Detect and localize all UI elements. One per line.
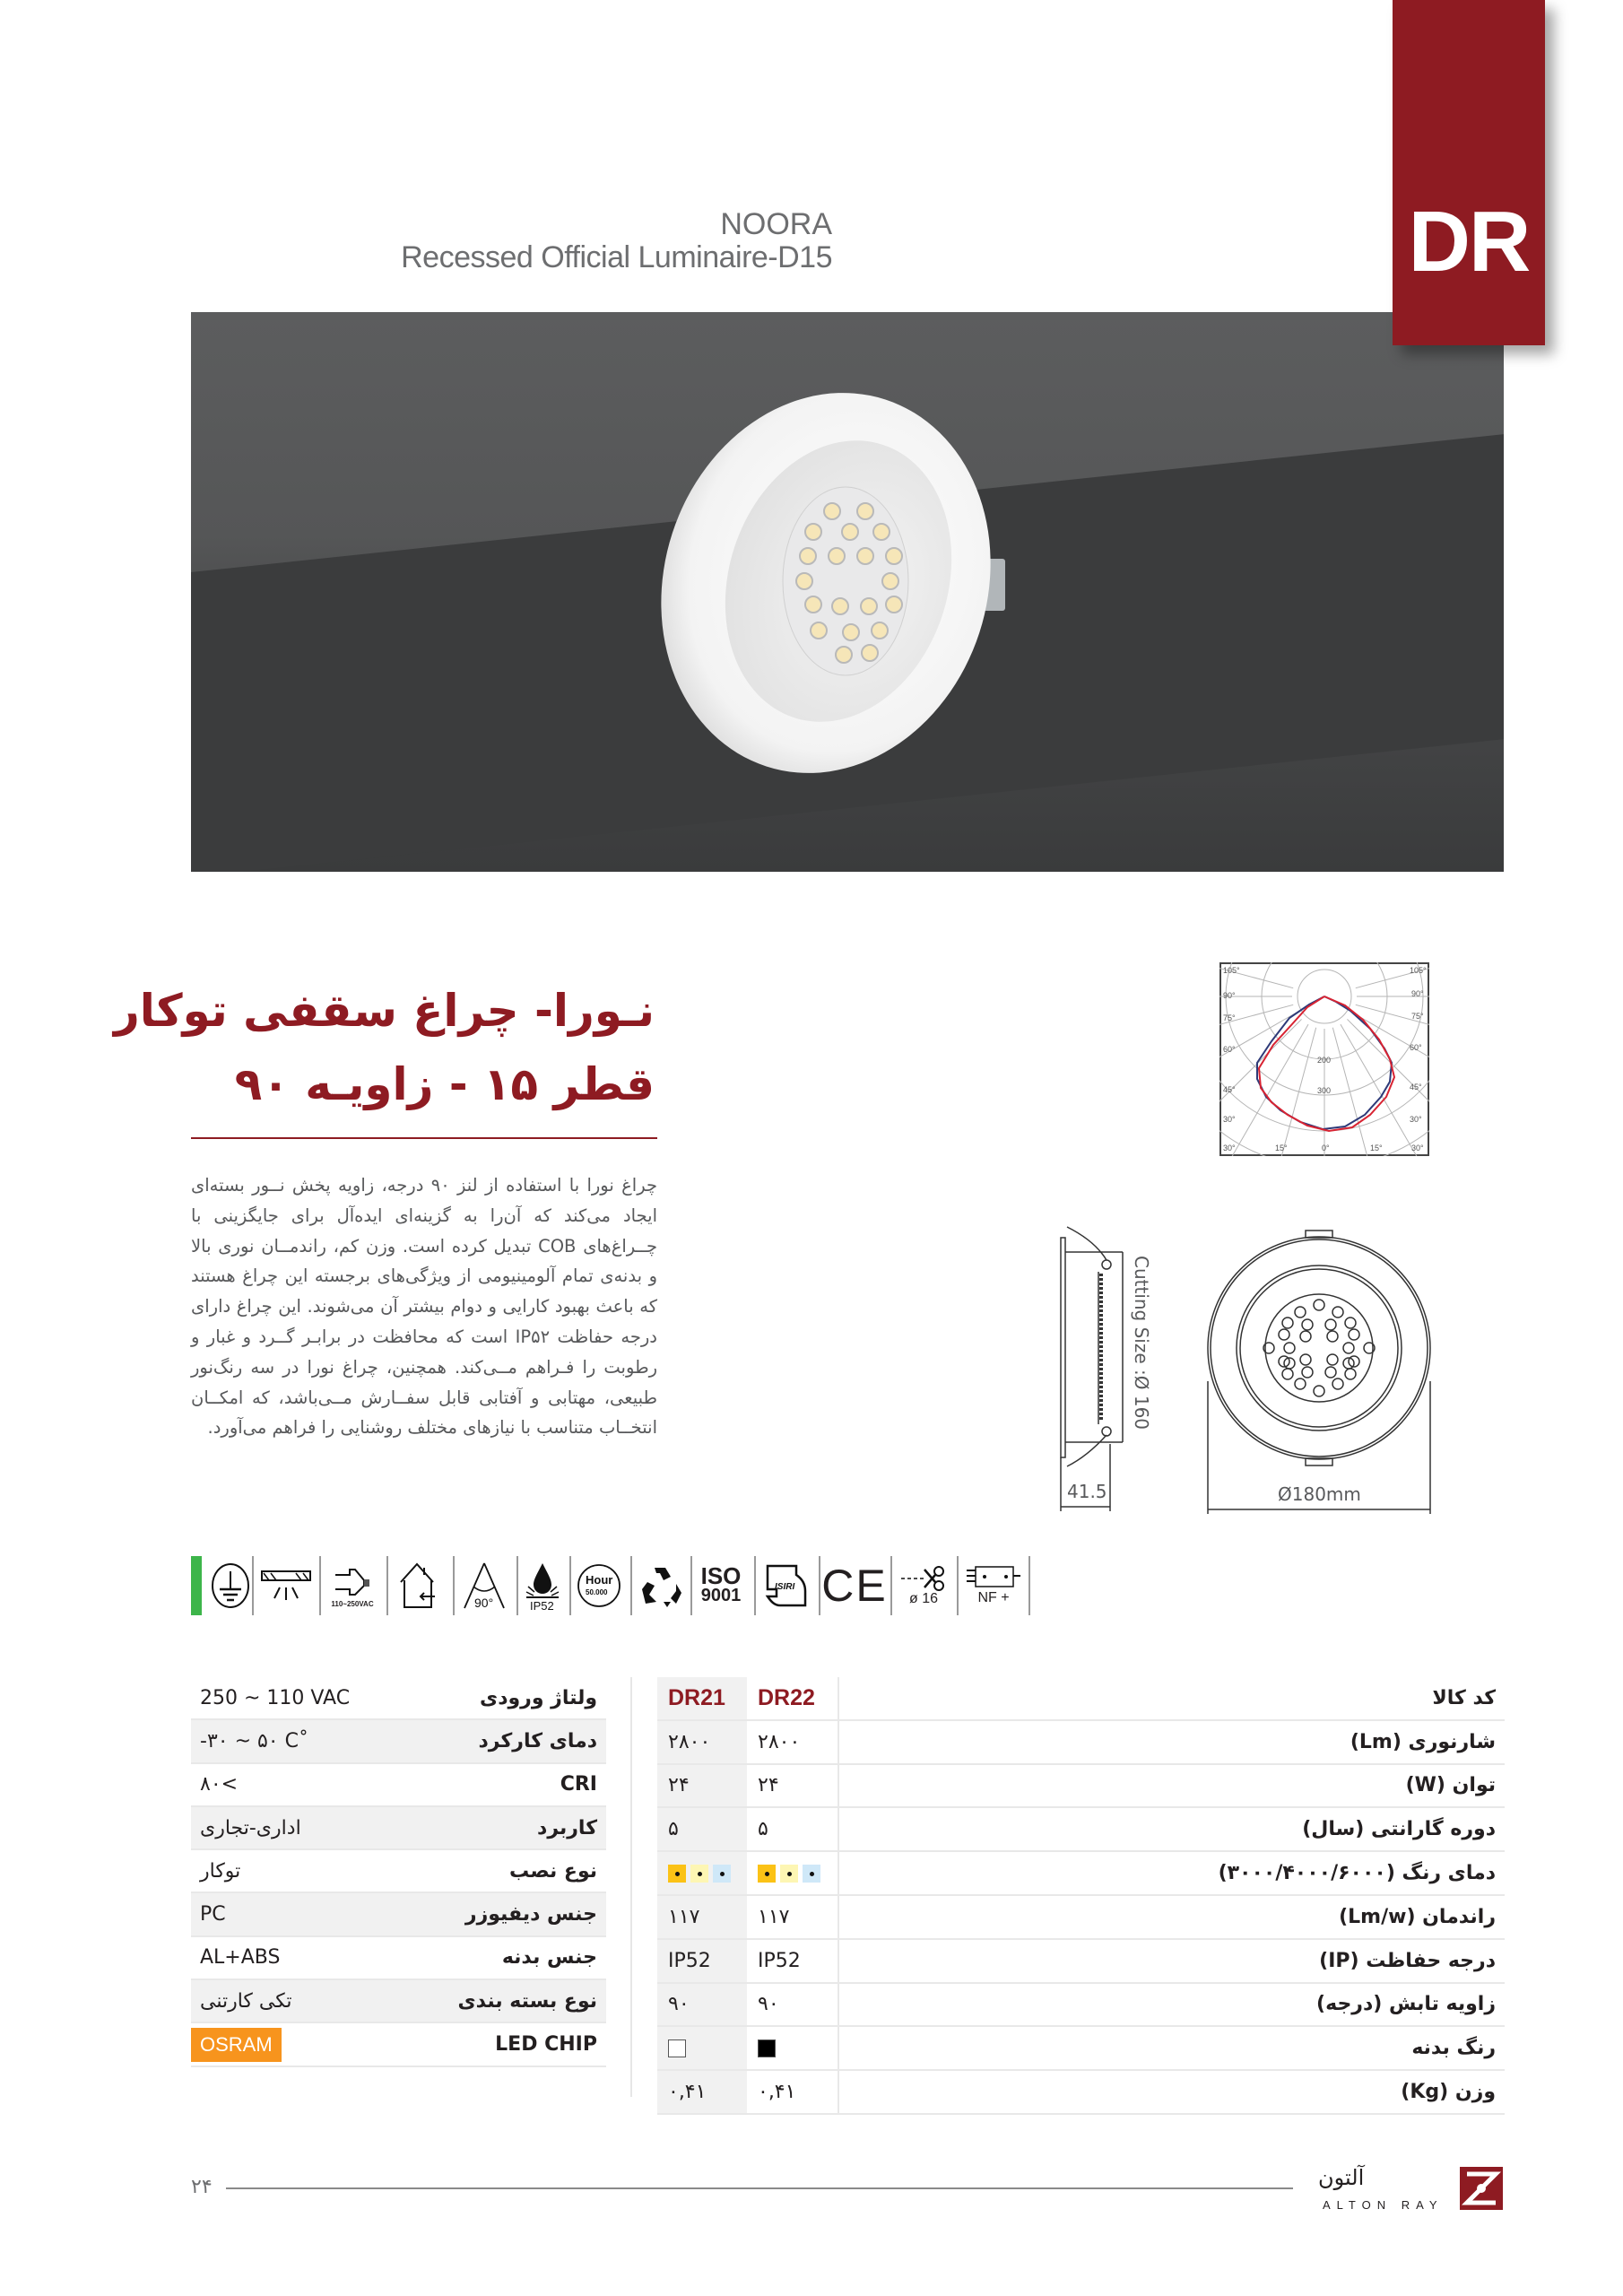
spec-value [191,1763,405,1806]
model-header-row [657,1677,1505,1720]
spec-value-text: ۱۱۷ [668,1905,700,1928]
product-description: چراغ نورا با استفاده از لنز ۹۰ درجه، زاویه پخش نــور بسته‌ای ایجاد می‌کند که آن‌را به گزینه‌ای ایده‌آل برای جایگزینی با چــراغ‌های COB تبدیل کرده است. وزن کم، راندمــان نوری بالا و بدنه‌ی تمام آلومینیومی از ویژگی‌های برجسته این چراغ هستند که باعث بهبود کارایی و دوام بیشتر آن می‌شوند. این چراغ دارای درجه حفاظت IP۵۲ است که محافظت در برابـر گــرد و غبار و رطوبت را فـراهم مــی‌کند. همچنین، چراغ نورا در سه رنگ‌نور طبیعی، مهتابی و آفتابی قابل سفــارش مــی‌باشد، که امکــان انتخــاب متناسب با نیازهای مختلف روشنایی را فراهم می‌آورد. [191,1175,658,1439]
led-outline [1345,1318,1356,1328]
spec-value [191,1936,405,1979]
plug-icon [324,1556,381,1615]
model-spec-table [657,1677,1505,2115]
spec-key: درجه حفاظت (IP) [838,1939,1505,1983]
spec-row [657,1939,1505,1983]
spec-key: دمای کارکرد [405,1719,606,1762]
polar-label-left: 75° [1223,1013,1236,1022]
table-divider [630,1677,632,2097]
spec-key: دوره گارانتی (سال) [838,1807,1505,1851]
spec-value-text: ۲۴ [668,1774,690,1797]
polar-label-bottom: 30° [1411,1144,1424,1152]
spec-key: وزن (Kg) [838,2070,1505,2114]
model-1-value [657,1983,747,2027]
model-1-value [657,2026,747,2070]
beam-angle-icon [456,1556,512,1615]
brand-logo-text-fa: آلتون [1318,2165,1365,2190]
polar-ring-label: 200 [1317,1056,1332,1065]
category-badge-text: DR [1408,194,1530,290]
beam-angle-label: 90° [474,1596,494,1610]
product-photo [191,312,1504,872]
spec-value-text: ۹۰ [758,1993,779,2016]
polar-label-right: 75° [1411,1012,1424,1021]
cut-out-label: ø 16 [908,1591,938,1606]
led-outline [1295,1378,1306,1389]
model-2-value [747,1807,838,1851]
color-temperature-swatch [780,1865,798,1883]
recycle-icon [635,1556,685,1615]
polar-label-bottom: 15° [1370,1144,1383,1152]
led-outline [1345,1369,1356,1379]
indoor-house-icon [390,1556,447,1615]
model-2-value [747,1764,838,1808]
spec-value-text: ۵ [668,1818,679,1841]
spec-value-text: تکی کارتنی [200,1989,292,2013]
model-code: DR21 [668,1684,725,1710]
spec-key: شارنوری (Lm) [838,1720,1505,1764]
spec-key: LED CHIP [405,2022,606,2066]
model-2-value [747,1939,838,1983]
category-badge [1393,0,1545,345]
model-2-value [747,1851,838,1895]
model-2-value [747,1983,838,2027]
spec-key: نوع بسته بندی [405,1979,606,2022]
color-temperature-swatch [713,1865,731,1883]
ce-label: CE [821,1561,888,1611]
spec-key: CRI [405,1763,606,1806]
hour-label: Hour [586,1573,613,1587]
spec-value-text: ۰,۴۱ [668,2081,707,2104]
product-title-line-1: نـورا- چراغ سقفی توکار [113,985,655,1037]
spec-row [191,1763,606,1806]
product-line-name: NOORA [720,207,832,241]
depth-dimension: 41.5 [1067,1481,1107,1502]
product-title-line-2: قطر ۱۵ - زاویـه ۹۰ [234,1058,655,1110]
page-number: ۲۴ [191,2176,213,2198]
model-1-value [657,2070,747,2114]
spec-row [191,1979,606,2022]
spec-row [657,1983,1505,2027]
model-2-value [747,1895,838,1939]
spec-row [657,1895,1505,1939]
led-outline [1279,1329,1289,1340]
ip-label: IP52 [530,1599,554,1612]
led-outline [1284,1343,1295,1353]
spec-value-text: ۸۰< [200,1773,239,1796]
polar-label-left: 105° [1223,966,1240,975]
spec-row [657,1851,1505,1895]
model-1-value [657,1764,747,1808]
polar-label-left: 90° [1223,991,1236,1000]
led-outline [1332,1378,1343,1389]
spec-key: نوع نصب [405,1849,606,1892]
svg-text:ISIRI: ISIRI [775,1582,795,1592]
brand-logo-mark [1458,2165,1505,2212]
spec-value-text: IP52 [758,1949,801,1972]
spec-row [191,1719,606,1762]
polar-label-right: 90° [1411,989,1424,998]
iso-number: 9001 [700,1586,742,1605]
spec-value-text: ۵ [758,1818,768,1841]
led-outline [1302,1319,1313,1330]
spec-row [191,1806,606,1849]
polar-label-right: 60° [1410,1043,1422,1052]
spec-value-text: ۲۴ [758,1774,779,1797]
polar-label-bottom: 30° [1223,1144,1236,1152]
spec-value [191,1806,405,1849]
led-outline [1300,1354,1311,1365]
model-1-value [657,1720,747,1764]
model-1-value [657,1677,747,1720]
polar-label-right: 105° [1410,966,1427,975]
spec-value-text: -۳۰ ~ ۵۰ C˚ [200,1729,308,1752]
led-outline [1325,1319,1336,1330]
model-code: DR22 [758,1684,815,1710]
spec-row [657,1807,1505,1851]
model-1-value [657,1939,747,1983]
voltage-label: 110~250VAC [331,1599,374,1608]
spec-row [657,1720,1505,1764]
spec-value [191,1849,405,1892]
spec-value-text: توکار [200,1859,241,1883]
polar-ring-label: 300 [1317,1086,1332,1095]
earth-ground-icon [209,1556,252,1615]
led-outline [1295,1307,1306,1318]
spec-value-text: ۲۸۰۰ [668,1730,711,1753]
model-2-value [747,1720,838,1764]
recessed-ceiling-icon [258,1556,314,1615]
polar-label-left: 45° [1223,1085,1236,1094]
spec-value-text: اداری-تجاری [200,1816,301,1839]
spec-key: کد کالا [838,1677,1505,1720]
spec-key: کاربرد [405,1806,606,1849]
spec-value-text: 250 ~ 110 VAC [200,1686,351,1709]
spec-key: جنس بدنه [405,1936,606,1979]
lifetime-hour-icon [574,1556,624,1615]
iso-label: ISO [700,1562,742,1589]
spec-key: جنس دیفیوزر [405,1892,606,1935]
spec-value-text: ۹۰ [668,1993,690,2016]
spec-value-text: ۲۸۰۰ [758,1730,801,1753]
hour-value: 50.000 [586,1588,608,1596]
model-2-value [747,1677,838,1720]
cut-out-icon [894,1556,953,1615]
spec-row [657,1764,1505,1808]
spec-value-text: ۰,۴۱ [758,2081,796,2104]
spec-value-text: PC [200,1903,226,1926]
spec-value-text: ۱۱۷ [758,1905,790,1928]
product-subtitle: Recessed Official Luminaire-D15 [401,240,832,274]
polar-label-left: 60° [1223,1045,1236,1054]
led-outline [1314,1386,1324,1396]
driver-icon [960,1556,1027,1615]
led-outline [1314,1300,1324,1310]
green-accent-bar [191,1556,202,1615]
spec-row [657,2070,1505,2114]
side-view-drawing [1061,1227,1123,1511]
led-chip-brand-badge: OSRAM [191,2028,282,2062]
spec-row [191,2022,606,2066]
spec-value [191,1677,405,1719]
spec-row [191,1892,606,1935]
body-color-white-swatch [668,2039,686,2057]
color-temperature-swatch [690,1865,708,1883]
cutting-size-dimension: Cutting Size :Ø 160 [1131,1256,1152,1431]
polar-label-bottom: 15° [1275,1144,1288,1152]
model-1-value [657,1851,747,1895]
spec-value-text: IP52 [668,1949,711,1972]
spec-key: رنگ بدنه [838,2026,1505,2070]
driver-label: NF + [977,1590,1010,1605]
spec-value [191,1719,405,1762]
model-1-value [657,1895,747,1939]
led-outline [1282,1369,1293,1379]
spec-row [657,2026,1505,2070]
color-temperature-swatch [803,1865,820,1883]
led-outline [1302,1367,1313,1378]
general-spec-table [191,1677,606,2067]
body-color-black-swatch [758,2039,776,2057]
front-view-drawing [1208,1231,1430,1514]
led-outline [1325,1367,1336,1378]
spec-key: زاویه تابش (درجه) [838,1983,1505,2027]
polar-label-left: 30° [1223,1115,1236,1124]
footer-divider [226,2187,1293,2189]
led-outline [1332,1307,1343,1318]
spec-key: راندمان (Lm/w) [838,1895,1505,1939]
brand-logo-text-en: ALTON RAY [1323,2198,1444,2212]
polar-label-right: 45° [1410,1083,1422,1091]
color-temperature-swatch [668,1865,686,1883]
spec-value [191,1892,405,1935]
polar-light-distribution-diagram [1219,962,1429,1156]
model-2-value [747,2070,838,2114]
title-divider [191,1137,657,1139]
led-outline [1327,1354,1338,1365]
spec-value [191,1979,405,2022]
spec-value-text: AL+ABS [200,1946,281,1970]
ce-mark-icon [822,1556,887,1615]
diameter-dimension: Ø180mm [1278,1483,1361,1505]
model-1-value [657,1807,747,1851]
led-outline [1349,1329,1359,1340]
spec-row [191,1677,606,1719]
model-2-value [747,2026,838,2070]
downlight-render [191,312,1504,872]
ip-rating-icon [521,1556,564,1615]
spec-key: توان (W) [838,1764,1505,1808]
standard-mark-icon [759,1556,812,1615]
polar-label-bottom: 0° [1322,1144,1330,1152]
spec-row [191,1936,606,1979]
spec-key: دمای رنگ (۳۰۰۰/۴۰۰۰/۶۰۰۰) [838,1851,1505,1895]
spec-row [191,1849,606,1892]
led-outline [1343,1343,1354,1353]
color-temperature-swatch [758,1865,776,1883]
led-outline [1300,1331,1311,1342]
led-outline [1282,1318,1293,1328]
polar-label-right: 30° [1410,1115,1422,1124]
technical-drawings [1049,1220,1453,1525]
spec-value [191,2022,405,2066]
led-outline [1327,1331,1338,1342]
iso-9001-icon [695,1556,747,1615]
spec-key: ولتاژ ورودی [405,1677,606,1719]
